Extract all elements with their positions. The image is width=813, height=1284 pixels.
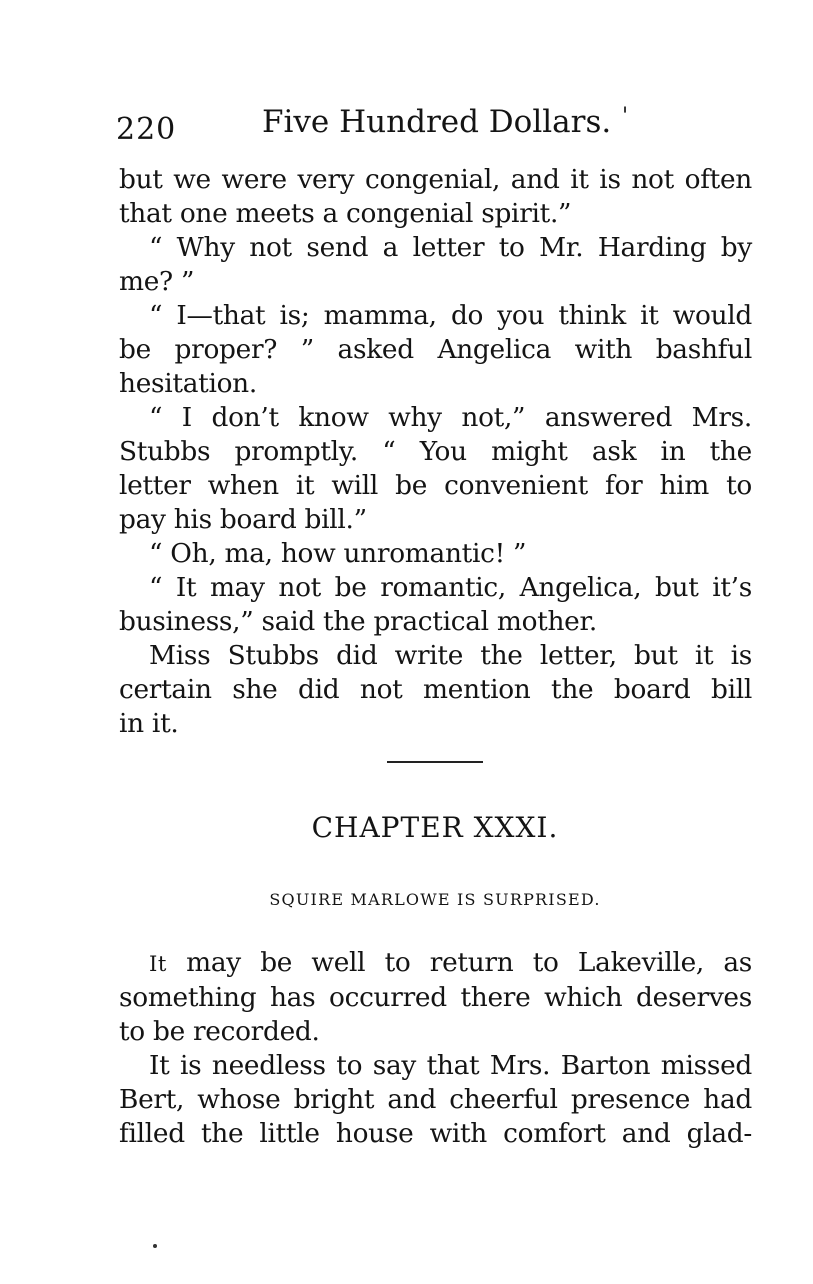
running-header	[0, 104, 813, 148]
running-title: Five Hundred Dollars.	[262, 104, 612, 140]
text-line: certain she did not mention the board bill	[119, 674, 752, 705]
chapter-subtitle: SQUIRE MARLOWE IS SURPRISED.	[269, 890, 601, 909]
text-line: in it.	[119, 708, 179, 739]
text-line: something has occurred there which deserves	[119, 982, 752, 1013]
text-line: filled the little house with comfort and glad-	[119, 1118, 752, 1149]
body-text-before-chapter	[119, 163, 752, 741]
text-line: “ Why not send a letter to Mr. Harding by	[149, 232, 752, 263]
text-line: “ I—that is; mamma, do you think it would	[149, 300, 752, 331]
text-line: me? ”	[119, 266, 195, 297]
text-line: to be recorded.	[119, 1016, 320, 1047]
text-line: be proper? ” asked Angelica with bashful	[119, 334, 752, 365]
text-line: “ Oh, ma, how unromantic! ”	[149, 538, 527, 569]
text-line: Stubbs promptly. “ You might ask in the	[119, 436, 752, 467]
body-text-chapter	[119, 946, 752, 1151]
text-line: letter when it will be convenient for him to	[119, 470, 752, 501]
section-divider	[387, 761, 483, 763]
text-line: but we were very congenial, and it is not often	[119, 164, 752, 195]
page-number: 220	[116, 112, 177, 147]
chapter-title: CHAPTER XXXI.	[311, 811, 559, 844]
text-line: It is needless to say that Mrs. Barton missed	[149, 1050, 752, 1081]
text-line: “ It may not be romantic, Angelica, but it’s	[149, 572, 752, 603]
text-line	[119, 946, 752, 981]
text-line: Miss Stubbs did write the letter, but it is	[149, 640, 752, 671]
drop-word: It	[149, 951, 167, 976]
text-line: that one meets a congenial spirit.”	[119, 198, 572, 229]
text-line: business,” said the practical mother.	[119, 606, 598, 637]
text-fragment: may be well to return to Lakeville, as	[166, 947, 752, 978]
text-line: Bert, whose bright and cheerful presence had	[119, 1084, 752, 1115]
header-mark: '	[622, 104, 629, 129]
text-line: “ I don’t know why not,” answered Mrs.	[149, 402, 752, 433]
ink-speck	[153, 1244, 157, 1248]
text-line: hesitation.	[119, 368, 257, 399]
text-line: pay his board bill.”	[119, 504, 367, 535]
